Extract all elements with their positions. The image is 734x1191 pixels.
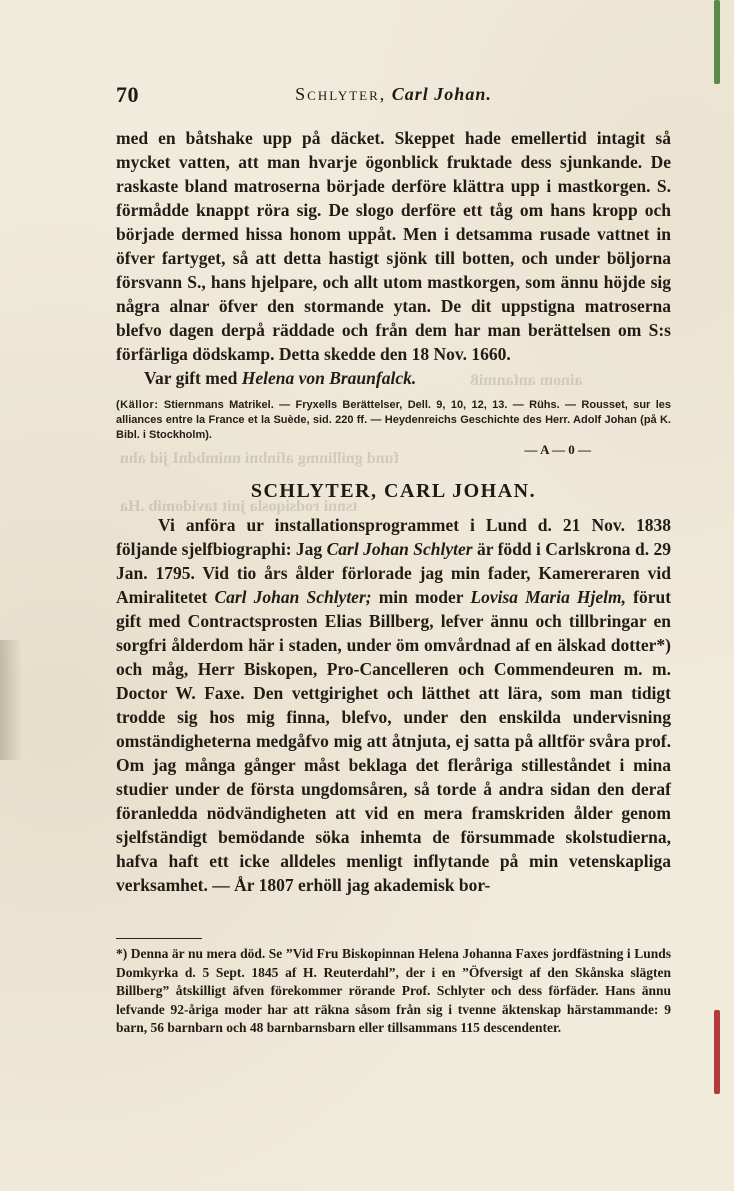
section-divider xyxy=(116,442,671,458)
show-through-text: tsnni rodsiqosla jnit tavidomib .Ha xyxy=(120,498,358,515)
footnote: *) Denna är nu mera död. Se ”Vid Fru Biskopinnan Helena Johanna Faxes jordfästning i Lunds Domkyrka d. 5 Sept. 1845 af H. Reuterdahl”, der i en ”Öfversigt af den Skånska slägten Billberg” åtskilligt äfven förekommer rörande Prof. Schlyter och dess förfäder. Hans ännu lefvande 92-åriga moder har att räkna såsom från sig i tvenne äktenskap härstammande: 9 barn, 56 barnbarn och 48 barnbarnsbarn eller tillsammans 115 descendenter. xyxy=(116,946,671,1036)
subject-name: Carl Johan Schlyter xyxy=(326,539,473,559)
biography-text-part: är född i Carlskrona d. 29 Jan. 1795. Vid tio års ålder förlorade jag min fader, Kamereraren vid Amiralitetet xyxy=(116,539,671,607)
section-title: SCHLYTER, CARL JOHAN. xyxy=(250,480,537,502)
sources-label: (Källor: xyxy=(116,399,159,411)
father-name: Carl Johan Schlyter; xyxy=(214,587,372,607)
running-head xyxy=(116,84,671,105)
footnote-area xyxy=(116,938,671,1038)
mother-name: Lovisa Maria Hjelm, xyxy=(470,587,627,607)
biography-text xyxy=(116,513,671,897)
edge-tab-green xyxy=(714,0,720,84)
spouse-name: Helena von Braunfalck. xyxy=(241,368,417,388)
divider-ornament: — A — 0 — xyxy=(524,442,591,457)
marriage-line xyxy=(116,366,671,390)
biography-text-part: Vi anföra ur installationsprogrammet i Lund d. 21 Nov. 1838 följande sjelfbiographi: Jag xyxy=(116,515,671,559)
sources-text: Stiernmans Matrikel. — Fryxells Berättelser, Dell. 9, 10, 12, 13. — Rühs. — Rousset, sur les alliances entre la France et la Suède, sid. 220 ff. — Heydenreichs Geschichte des Herr. Adolf Johan (på K. Bibl. i Stockholm). xyxy=(116,399,671,441)
biography-paragraph xyxy=(116,513,671,897)
show-through-text: ainom anfanmiß xyxy=(470,372,583,389)
marriage-prefix: Var gift med xyxy=(144,368,238,388)
edge-tab-red xyxy=(714,1010,720,1094)
running-head-name: Schlyter, xyxy=(295,84,387,104)
paragraph-text: med en båtshake upp på däcket. Skeppet hade emellertid intagit så mycket vatten, att man hvarje ögonblick fruktade dess sjunkande. De raskaste bland matroserna började derföre klättra upp i mastkorgen. S. förmådde knappt röra sig. De slogo derföre ett tåg om hans kropp och började dermed hissa honom uppåt. Men i detsamma rusade vattnet in öfver fartyget, så att detta hastigt sjönk till botten, och under böljorna försvann S., hans hjelpare, och allt utom mastkorgen, som ännu höjde sig några alnar öfver den stormande ytan. De dit uppstigna matroserna blefvo dagen derpå räddade och från dem har man berättelsen om S:s förfärliga dödskamp. Detta skedde den 18 Nov. 1660. xyxy=(116,128,671,364)
page-header xyxy=(116,82,671,108)
show-through-text: fund gnillinmg afinbni nnimbdnI jid ahn xyxy=(120,450,399,467)
continued-paragraph xyxy=(116,126,671,390)
page-number: 70 xyxy=(116,82,139,107)
biography-text-part: min moder xyxy=(378,587,464,607)
binding-shadow xyxy=(0,640,22,760)
biography-text-part: förut gift med Contractsprosten Elias Billberg, lefver ännu och tillbringar en sorgfri ålderdom här i staden, under öm omvårdnad af en älskad dotter*) och måg, Herr Biskopen, Pro-Cancelleren och Commendeuren m. m. Doctor W. Faxe. Den vettgirighet och lätthet att lära, som man tidigt trodde sig hos mig finna, blefvo, under den enskilda undervisning omständigheterna medgåfvo mig att åtnjuta, ej satta på alltför svåra prof. Om jag många gånger måst beklaga det fleråriga stilleståndet i mina studier under de första ungdomsåren, så torde å andra sidan den deraf föranledda nödvändigheten att vid en mera framskriden ålder genom sjelfständigt bemödande söka inhemta de försummade skolstudierna, hafva haft ett icke alldeles menligt inflytande på min vetenskapliga verksamhet. — År 1807 erhöll jag akademisk bor- xyxy=(116,587,672,895)
footnote-rule xyxy=(116,938,202,939)
sources-note xyxy=(116,398,671,443)
running-head-given-name: Carl Johan. xyxy=(391,84,492,104)
